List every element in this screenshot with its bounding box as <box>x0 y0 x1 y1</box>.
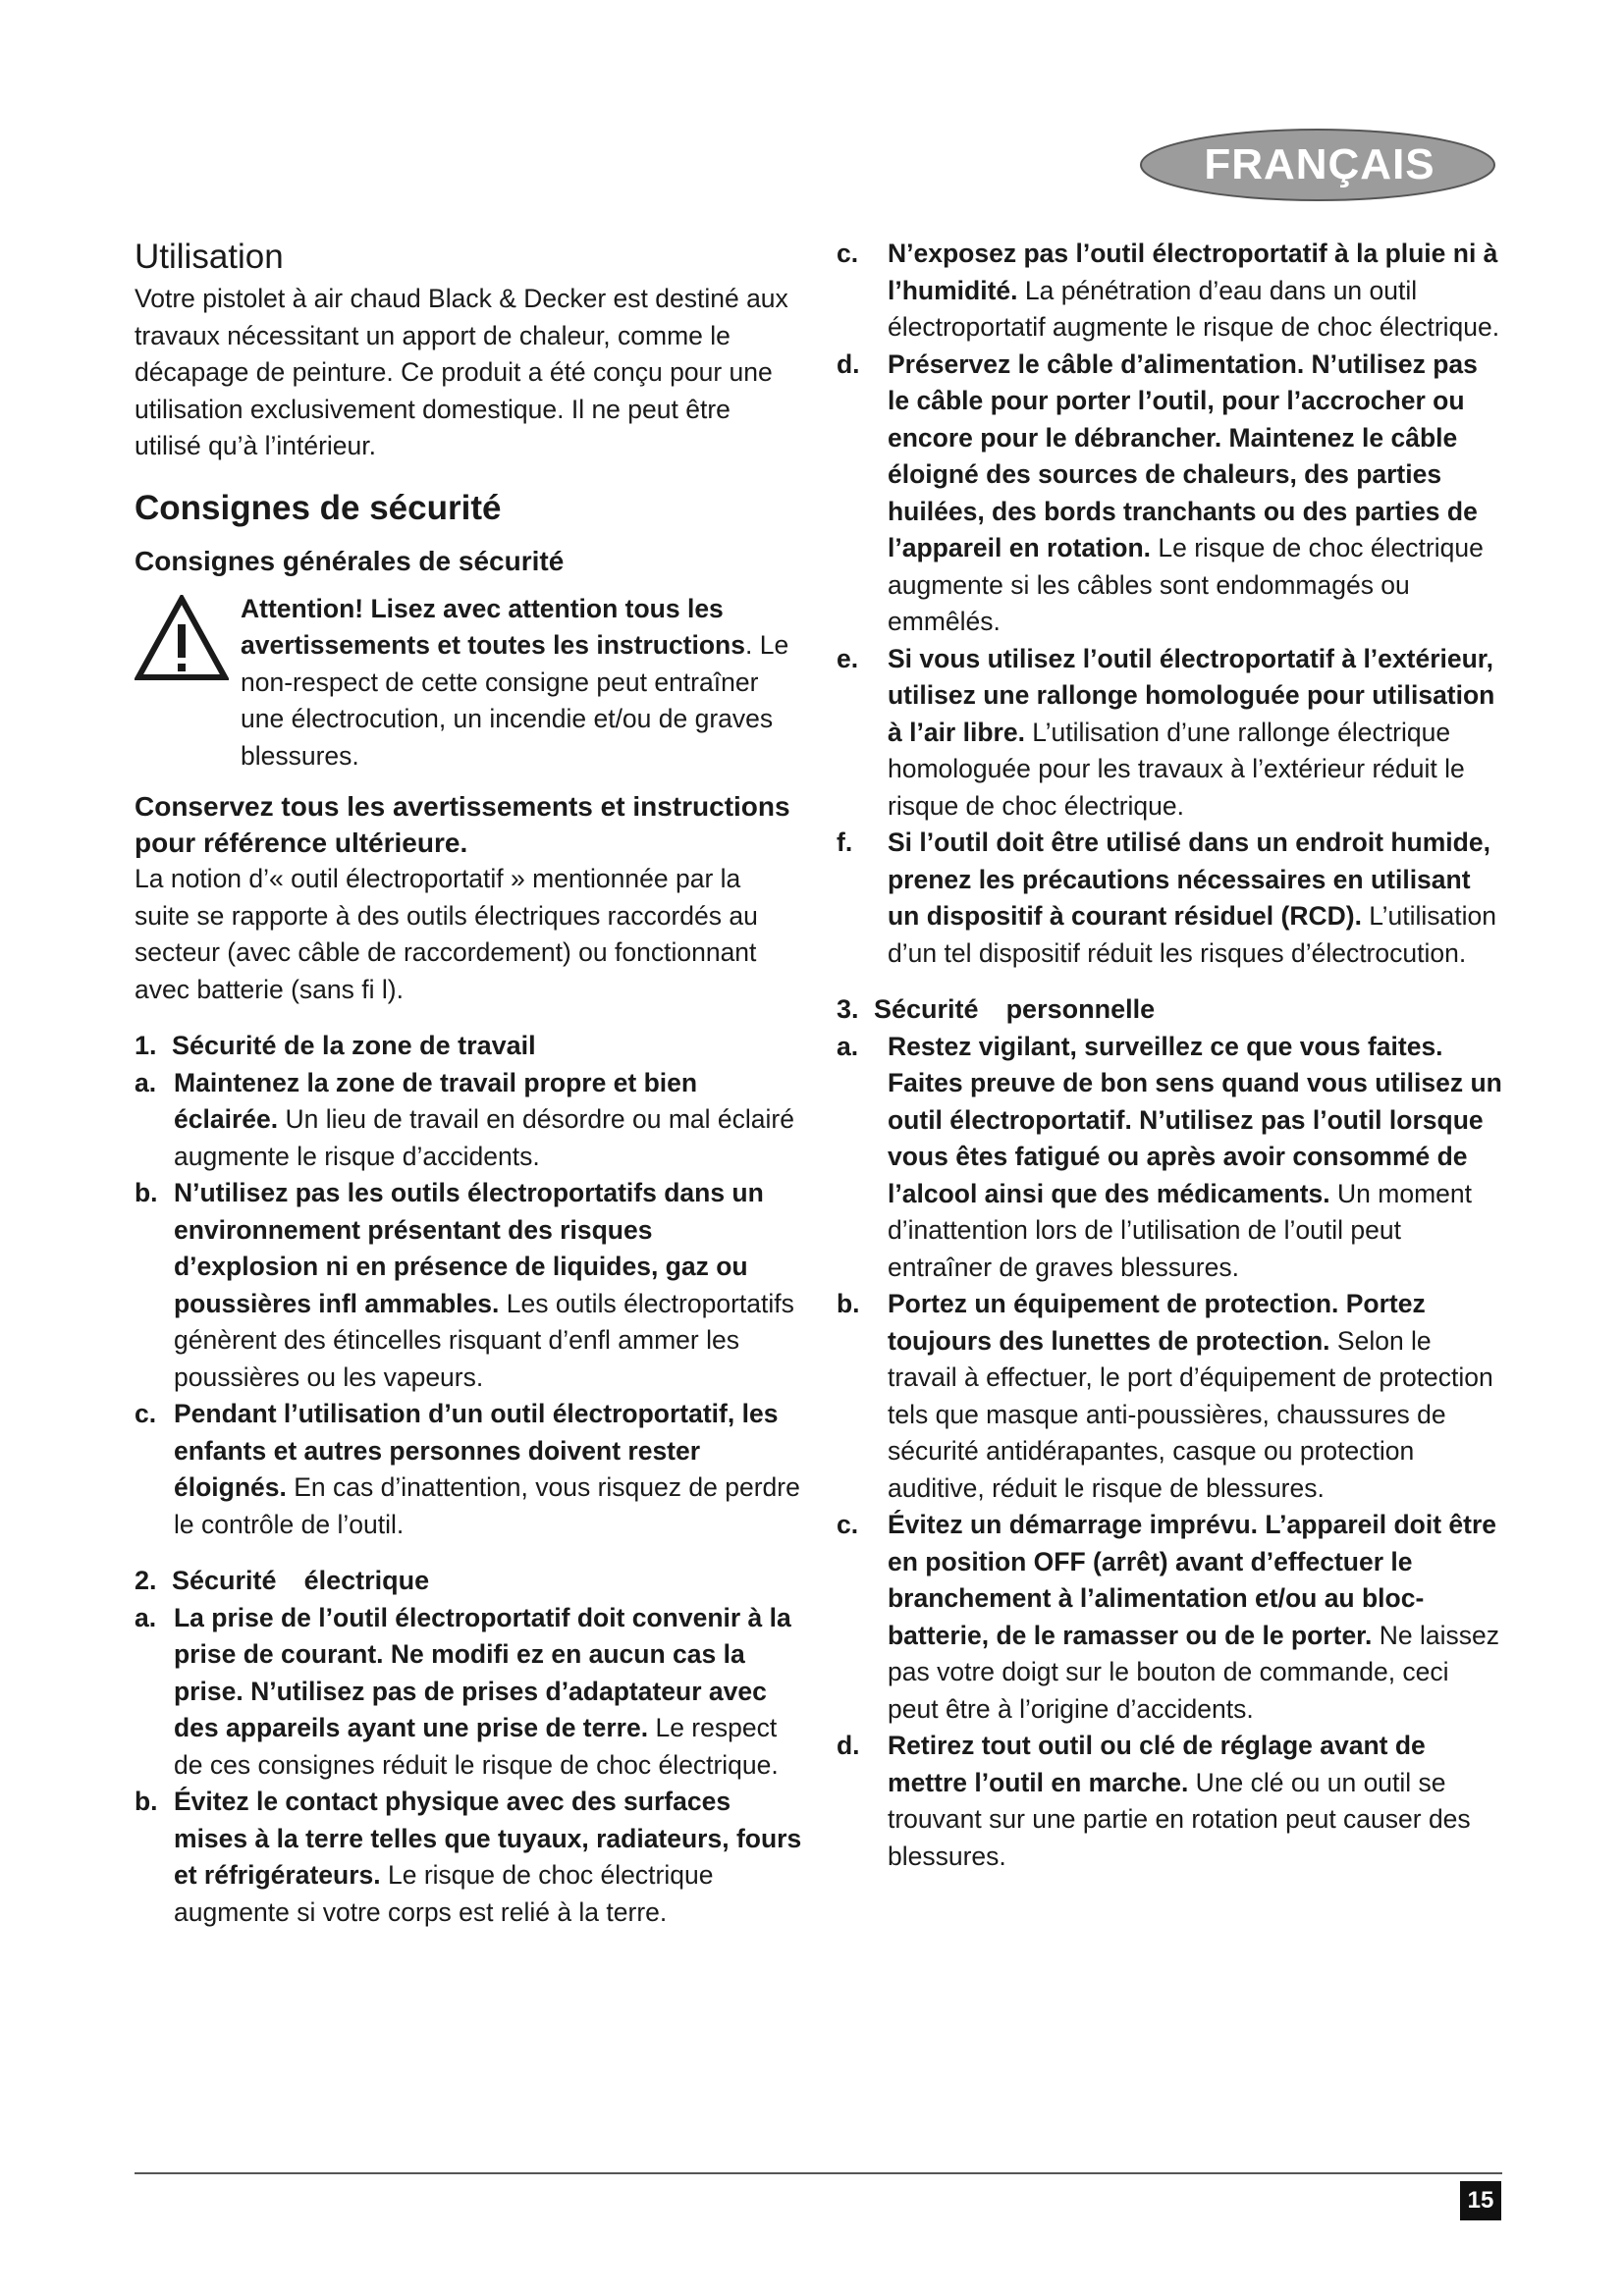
item-lead: Si l’outil doit être utilisé dans un endroit humide, prenez les précautions nécessaires en utilisant un dispositif à courant résiduel (RCD). <box>888 828 1490 931</box>
language-badge <box>1137 126 1502 204</box>
warning-triangle-icon <box>135 595 229 681</box>
language-label: FRANÇAIS <box>1204 140 1435 188</box>
section-3-title <box>837 991 1504 1029</box>
item-lead: Restez vigilant, surveillez ce que vous faites. Faites preuve de bon sens quand vous utilisez un outil électroportatif. N’utilisez pas l’outil lorsque vous êtes fatigué ou après avoir consommé de l’alcool ainsi que des médicaments. <box>888 1031 1502 1208</box>
item-lead: Évitez le contact physique avec des surfaces mises à la terre telles que tuyaux, radiateurs, fours et réfrigérateurs. <box>174 1787 802 1890</box>
item-lead: Portez un équipement de protection. Portez toujours des lunettes de protection. <box>888 1289 1426 1356</box>
warning-block <box>135 591 802 775</box>
utilisation-paragraph: Votre pistolet à air chaud Black & Decker est destiné aux travaux nécessitant un apport de chaleur, comme le décapage de peinture. Ce produit a été conçu pour une utilisation exclusivement domestique. Il ne peut être utilisé qu’à l’intérieur. <box>135 284 788 460</box>
item-lead: N’utilisez pas les outils électroportatifs dans un environnement présentant des risques d’explosion ni en présence de liquides, gaz ou poussières infl ammables. <box>174 1178 764 1318</box>
item-text: Selon le travail à effectuer, le port d’équipement de protection tels que masque anti-poussières, chaussures de sécurité antidérapantes, casque ou protection auditive, réduit le risque de blessures. <box>888 1325 1493 1503</box>
item-text: La pénétration d’eau dans un outil électroportatif augmente le risque de choc électrique. <box>888 275 1500 342</box>
list-item <box>135 1175 802 1396</box>
item-text: Les outils électroportatifs génèrent des étincelles risquant d’enfl ammer les poussières ou les vapeurs. <box>174 1288 794 1392</box>
item-label: e. <box>837 643 859 673</box>
conservez-heading: Conservez tous les avertissements et instructions pour référence ultérieure. <box>135 791 790 858</box>
item-text: Ne laissez pas votre doigt sur le bouton de commande, ceci peut être à l’origine d’accidents. <box>888 1620 1500 1724</box>
item-text: Le risque de choc électrique augmente si votre corps est relié à la terre. <box>174 1860 714 1927</box>
list-item <box>135 1784 802 1931</box>
item-lead: La prise de l’outil électroportatif doit convenir à la prise de courant. Ne modifi ez en aucun cas la prise. N’utilisez pas de prises d’adaptateur avec des appareils ayant une prise de terre. <box>174 1602 791 1742</box>
right-column <box>837 236 1504 1875</box>
item-lead: Préservez le câble d’alimentation. N’utilisez pas le câble pour porter l’outil, pour l’accrocher ou encore pour le débrancher. Maintenez le câble éloigné des sources de chaleurs, des parties huilées, des bords tranchants ou des parties de l’appareil en rotation. <box>888 348 1478 562</box>
item-text: Le respect de ces consignes réduit le risque de choc électrique. <box>174 1713 779 1780</box>
item-label: b. <box>837 1289 860 1318</box>
left-column <box>135 236 802 1931</box>
item-text: L’utilisation d’une rallonge électrique homologuée pour les travaux à l’extérieur réduit le risque de choc électrique. <box>888 717 1465 821</box>
item-label: f. <box>837 828 853 857</box>
item-lead: Si vous utilisez l’outil électroportatif à l’extérieur, utilisez une rallonge homologuée pour utilisation à l’air libre. <box>888 643 1495 747</box>
list-item <box>837 236 1504 347</box>
list-item <box>837 825 1504 972</box>
item-label: c. <box>837 239 859 268</box>
item-text: Un moment d’inattention lors de l’utilisation de l’outil peut entraîner de graves blessures. <box>888 1178 1472 1282</box>
list-item <box>135 1396 802 1543</box>
list-item <box>837 1029 1504 1287</box>
item-label: d. <box>837 1731 860 1760</box>
section-title-b: personnelle <box>1005 994 1156 1024</box>
item-lead: Maintenez la zone de travail propre et bien éclairée. <box>174 1067 698 1134</box>
item-label: a. <box>135 1602 157 1632</box>
utilisation-heading: Utilisation <box>135 238 284 276</box>
item-lead: Retirez tout outil ou clé de réglage avant de mettre l’outil en marche. <box>888 1731 1426 1797</box>
section-2-title <box>135 1563 802 1600</box>
item-label: c. <box>135 1399 157 1428</box>
item-label: a. <box>135 1067 157 1097</box>
section-number: 2. <box>135 1566 157 1595</box>
section-title-b: électrique <box>303 1566 430 1595</box>
item-text: L’utilisation d’un tel dispositif réduit les risques d’électrocution. <box>888 901 1496 968</box>
warning-bold: Attention! Lisez avec attention tous les avertissements et toutes les instructions <box>241 593 745 660</box>
item-label: b. <box>135 1178 158 1207</box>
footer-rule <box>135 2172 1502 2174</box>
item-text: Le risque de choc électrique augmente si les câbles sont endommagés ou emmêlés. <box>888 533 1484 636</box>
page-number: 15 <box>1460 2181 1501 2220</box>
warning-rest: . Le non-respect de cette consigne peut entraîner une électrocution, un incendie et/ou de graves blessures. <box>241 630 789 771</box>
section-number: 1. <box>135 1031 157 1060</box>
item-text: Une clé ou un outil se trouvant sur une partie en rotation peut causer des blessures. <box>888 1767 1471 1871</box>
conservez-paragraph: La notion d’« outil électroportatif » mentionnée par la suite se rapporte à des outils électriques raccordés au secteur (avec câble de raccordement) ou fonctionnant avec batterie (sans fi l). <box>135 864 758 1004</box>
section-1-title <box>135 1028 802 1065</box>
item-label: c. <box>837 1510 859 1539</box>
section-title-a: Sécurité <box>172 1566 277 1595</box>
generales-heading: Consignes générales de sécurité <box>135 545 565 576</box>
section-title-text: Sécurité de la zone de travail <box>172 1031 536 1060</box>
item-label: b. <box>135 1787 158 1816</box>
section-number: 3. <box>837 994 859 1024</box>
consignes-heading: Consignes de sécurité <box>135 488 502 527</box>
section-title-a: Sécurité <box>874 994 979 1024</box>
list-item <box>837 641 1504 826</box>
list-item <box>135 1065 802 1176</box>
item-text: En cas d’inattention, vous risquez de perdre le contrôle de l’outil. <box>174 1472 800 1539</box>
list-item <box>837 1286 1504 1507</box>
item-label: a. <box>837 1031 859 1061</box>
item-label: d. <box>837 348 860 379</box>
list-item <box>837 1728 1504 1875</box>
list-item <box>135 1600 802 1785</box>
item-lead: Pendant l’utilisation d’un outil électroportatif, les enfants et autres personnes doivent rester éloignés. <box>174 1399 779 1502</box>
item-lead: Évitez un démarrage imprévu. L’appareil doit être en position OFF (arrêt) avant d’effectuer le branchement à l’alimentation et/ou au bloc-batterie, de le ramasser ou de le porter. <box>888 1510 1496 1650</box>
warning-text <box>241 591 802 775</box>
item-lead: N’exposez pas l’outil électroportatif à la pluie ni à l’humidité. <box>888 239 1498 305</box>
list-item <box>837 347 1504 641</box>
item-text: Un lieu de travail en désordre ou mal éclairé augmente le risque d’accidents. <box>174 1104 794 1171</box>
list-item <box>837 1507 1504 1728</box>
